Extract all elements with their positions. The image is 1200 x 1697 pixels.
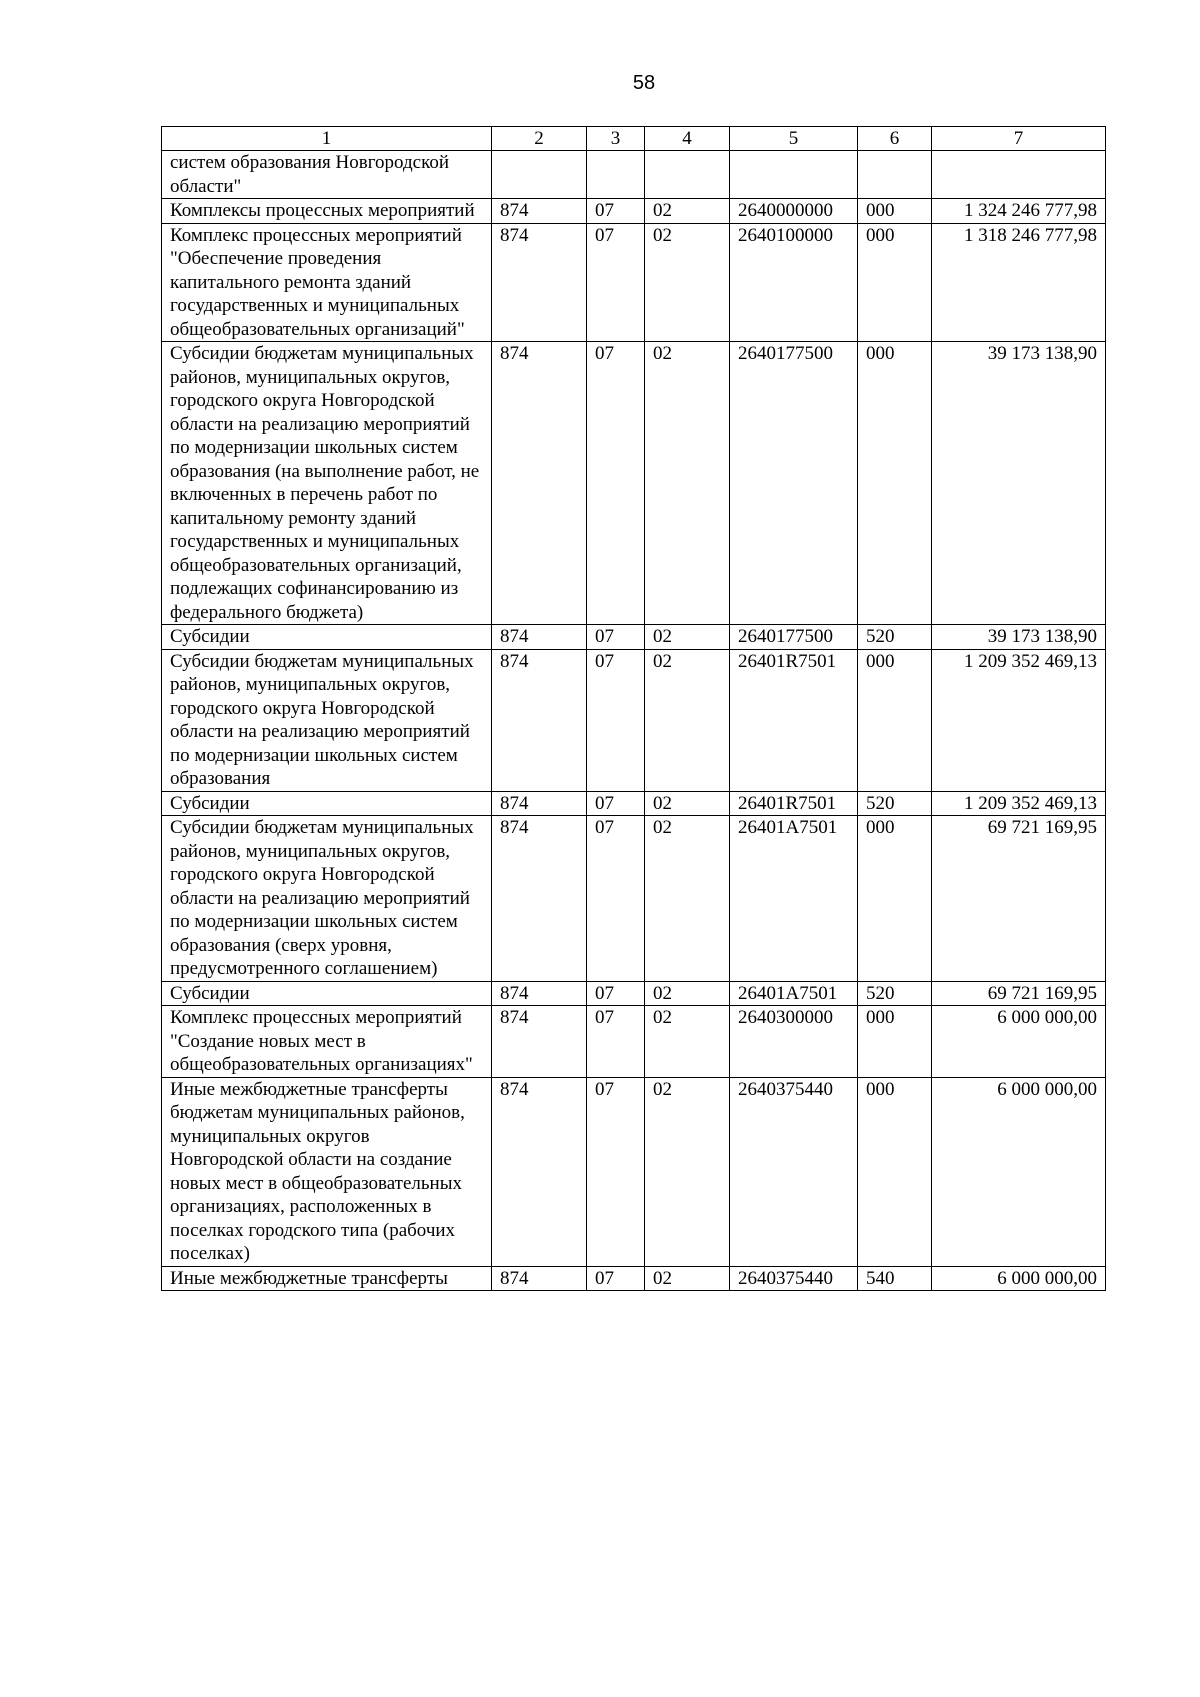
item-name: Иные межбюджетные трансферты [162,1266,492,1291]
column-header: 2 [492,127,587,151]
code-admin: 874 [492,1006,587,1078]
amount: 69 721 169,95 [932,981,1106,1006]
item-name: Субсидии бюджетам муниципальных районов, муниципальных округов, городского округа Новгородской области на реализацию мероприятий по модернизации школьных систем образования (на выполнение работ, не включенных в перечень работ по капитальному ремонту зданий государственных и муниципальных общеобразовательных организаций, подлежащих софинансированию из федерального бюджета) [162,342,492,625]
code-expense-type: 000 [858,1006,932,1078]
column-header: 5 [730,127,858,151]
code-subsection: 02 [645,649,730,791]
code-section: 07 [587,1266,645,1291]
item-name: Субсидии [162,791,492,816]
code-subsection: 02 [645,625,730,650]
code-section: 07 [587,791,645,816]
code-section: 07 [587,223,645,342]
code-section: 07 [587,199,645,224]
item-name: Иные межбюджетные трансферты бюджетам муниципальных районов, муниципальных округов Новгородской области на создание новых мест в общеобразовательных организациях, расположенных в поселках городского типа (рабочих поселках) [162,1077,492,1266]
item-name: Субсидии [162,625,492,650]
code-admin: 874 [492,625,587,650]
amount: 1 324 246 777,98 [932,199,1106,224]
table-row [162,342,1106,625]
item-name: Субсидии бюджетам муниципальных районов, муниципальных округов, городского округа Новгородской области на реализацию мероприятий по модернизации школьных систем образования (сверх уровня, предусмотренного соглашением) [162,816,492,982]
code-expense-type: 000 [858,816,932,982]
code-target: 2640177500 [730,342,858,625]
code-subsection: 02 [645,199,730,224]
code-admin: 874 [492,816,587,982]
column-header: 4 [645,127,730,151]
code-target: 2640000000 [730,199,858,224]
table-row [162,199,1106,224]
code-section: 07 [587,625,645,650]
column-header: 6 [858,127,932,151]
table-row [162,791,1106,816]
item-name: Комплекс процессных мероприятий "Обеспечение проведения капитального ремонта зданий государственных и муниципальных общеобразовательных организаций" [162,223,492,342]
page-number: 58 [632,72,656,94]
code-target: 26401R7501 [730,791,858,816]
item-name: Комплекс процессных мероприятий "Создание новых мест в общеобразовательных организациях" [162,1006,492,1078]
item-name: Комплексы процессных мероприятий [162,199,492,224]
code-admin: 874 [492,981,587,1006]
amount: 1 318 246 777,98 [932,223,1106,342]
code-section [587,151,645,199]
code-section: 07 [587,649,645,791]
table-row [162,151,1106,199]
code-admin: 874 [492,1266,587,1291]
code-target: 2640375440 [730,1266,858,1291]
code-section: 07 [587,981,645,1006]
table-row [162,1266,1106,1291]
column-header: 1 [162,127,492,151]
code-subsection: 02 [645,223,730,342]
code-expense-type: 000 [858,1077,932,1266]
code-subsection [645,151,730,199]
code-target: 26401R7501 [730,649,858,791]
table-header-row [162,127,1106,151]
code-subsection: 02 [645,1077,730,1266]
amount: 39 173 138,90 [932,342,1106,625]
code-target: 2640177500 [730,625,858,650]
table-row [162,625,1106,650]
budget-table [161,126,1106,1291]
code-subsection: 02 [645,816,730,982]
code-subsection: 02 [645,1266,730,1291]
table-row [162,223,1106,342]
table-row [162,981,1106,1006]
code-target: 2640100000 [730,223,858,342]
item-name: Субсидии бюджетам муниципальных районов, муниципальных округов, городского округа Новгородской области на реализацию мероприятий по модернизации школьных систем образования [162,649,492,791]
code-admin [492,151,587,199]
code-admin: 874 [492,223,587,342]
code-admin: 874 [492,791,587,816]
code-subsection: 02 [645,1006,730,1078]
code-target: 2640375440 [730,1077,858,1266]
code-expense-type [858,151,932,199]
code-target: 26401A7501 [730,816,858,982]
table-row [162,816,1106,982]
code-subsection: 02 [645,342,730,625]
code-target [730,151,858,199]
column-header: 7 [932,127,1106,151]
column-header: 3 [587,127,645,151]
code-target: 2640300000 [730,1006,858,1078]
code-subsection: 02 [645,981,730,1006]
item-name: систем образования Новгородской области" [162,151,492,199]
table-row [162,1006,1106,1078]
code-admin: 874 [492,649,587,791]
code-expense-type: 520 [858,981,932,1006]
code-expense-type: 000 [858,342,932,625]
amount: 6 000 000,00 [932,1006,1106,1078]
code-section: 07 [587,342,645,625]
amount: 6 000 000,00 [932,1266,1106,1291]
table-row [162,649,1106,791]
amount: 1 209 352 469,13 [932,649,1106,791]
code-section: 07 [587,816,645,982]
table-row [162,1077,1106,1266]
code-expense-type: 000 [858,199,932,224]
code-expense-type: 520 [858,625,932,650]
amount: 69 721 169,95 [932,816,1106,982]
code-expense-type: 000 [858,223,932,342]
amount: 1 209 352 469,13 [932,791,1106,816]
code-target: 26401A7501 [730,981,858,1006]
code-section: 07 [587,1077,645,1266]
code-admin: 874 [492,1077,587,1266]
item-name: Субсидии [162,981,492,1006]
code-expense-type: 000 [858,649,932,791]
amount: 6 000 000,00 [932,1077,1106,1266]
code-admin: 874 [492,199,587,224]
amount: 39 173 138,90 [932,625,1106,650]
amount [932,151,1106,199]
code-expense-type: 520 [858,791,932,816]
code-expense-type: 540 [858,1266,932,1291]
code-admin: 874 [492,342,587,625]
code-subsection: 02 [645,791,730,816]
code-section: 07 [587,1006,645,1078]
